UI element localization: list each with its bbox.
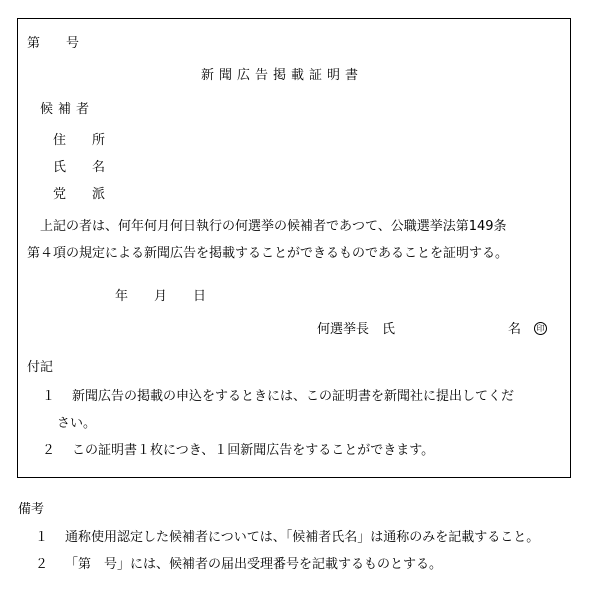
number-label: 第 号 — [27, 36, 80, 51]
note-number: ２ — [42, 443, 56, 458]
note-text-continued: さい。 — [57, 416, 97, 431]
body-line-1: 上記の者は、何年何月何日執行の何選挙の候補者であつて、公職選挙法第149条 — [40, 219, 507, 234]
candidate-label: 候補者 — [40, 102, 95, 117]
remark-text: 通称使用認定した候補者については、「候補者氏名」は通称のみを記載すること。 — [65, 530, 540, 545]
certificate-title: 新聞広告掲載証明書 — [201, 68, 364, 83]
note-number: １ — [42, 389, 56, 404]
seal-mark: 印 — [534, 322, 547, 335]
note-text: この証明書１枚につき、１回新聞広告をすることができます。 — [72, 443, 435, 458]
date-line: 年 月 日 — [115, 289, 207, 304]
body-line-2: 第４項の規定による新聞広告を掲載することができるものであることを証明する。 — [27, 246, 509, 261]
address-label: 住 所 — [53, 133, 106, 148]
remarks-heading: 備考 — [18, 502, 45, 517]
note-text: 新聞広告の掲載の申込をするときには、この証明書を新聞社に提出してくだ — [72, 389, 515, 404]
remark-number: ２ — [35, 557, 49, 572]
notes-heading: 付記 — [27, 360, 54, 375]
remark-text: 「第 号」には、候補者の届出受理番号を記載するものとする。 — [65, 557, 443, 572]
signer-title: 何選挙長 氏 — [317, 322, 396, 337]
party-label: 党 派 — [53, 187, 106, 202]
name-label: 氏 名 — [53, 160, 106, 175]
remark-number: １ — [35, 530, 49, 545]
signer-name-suffix: 名 — [508, 322, 522, 337]
